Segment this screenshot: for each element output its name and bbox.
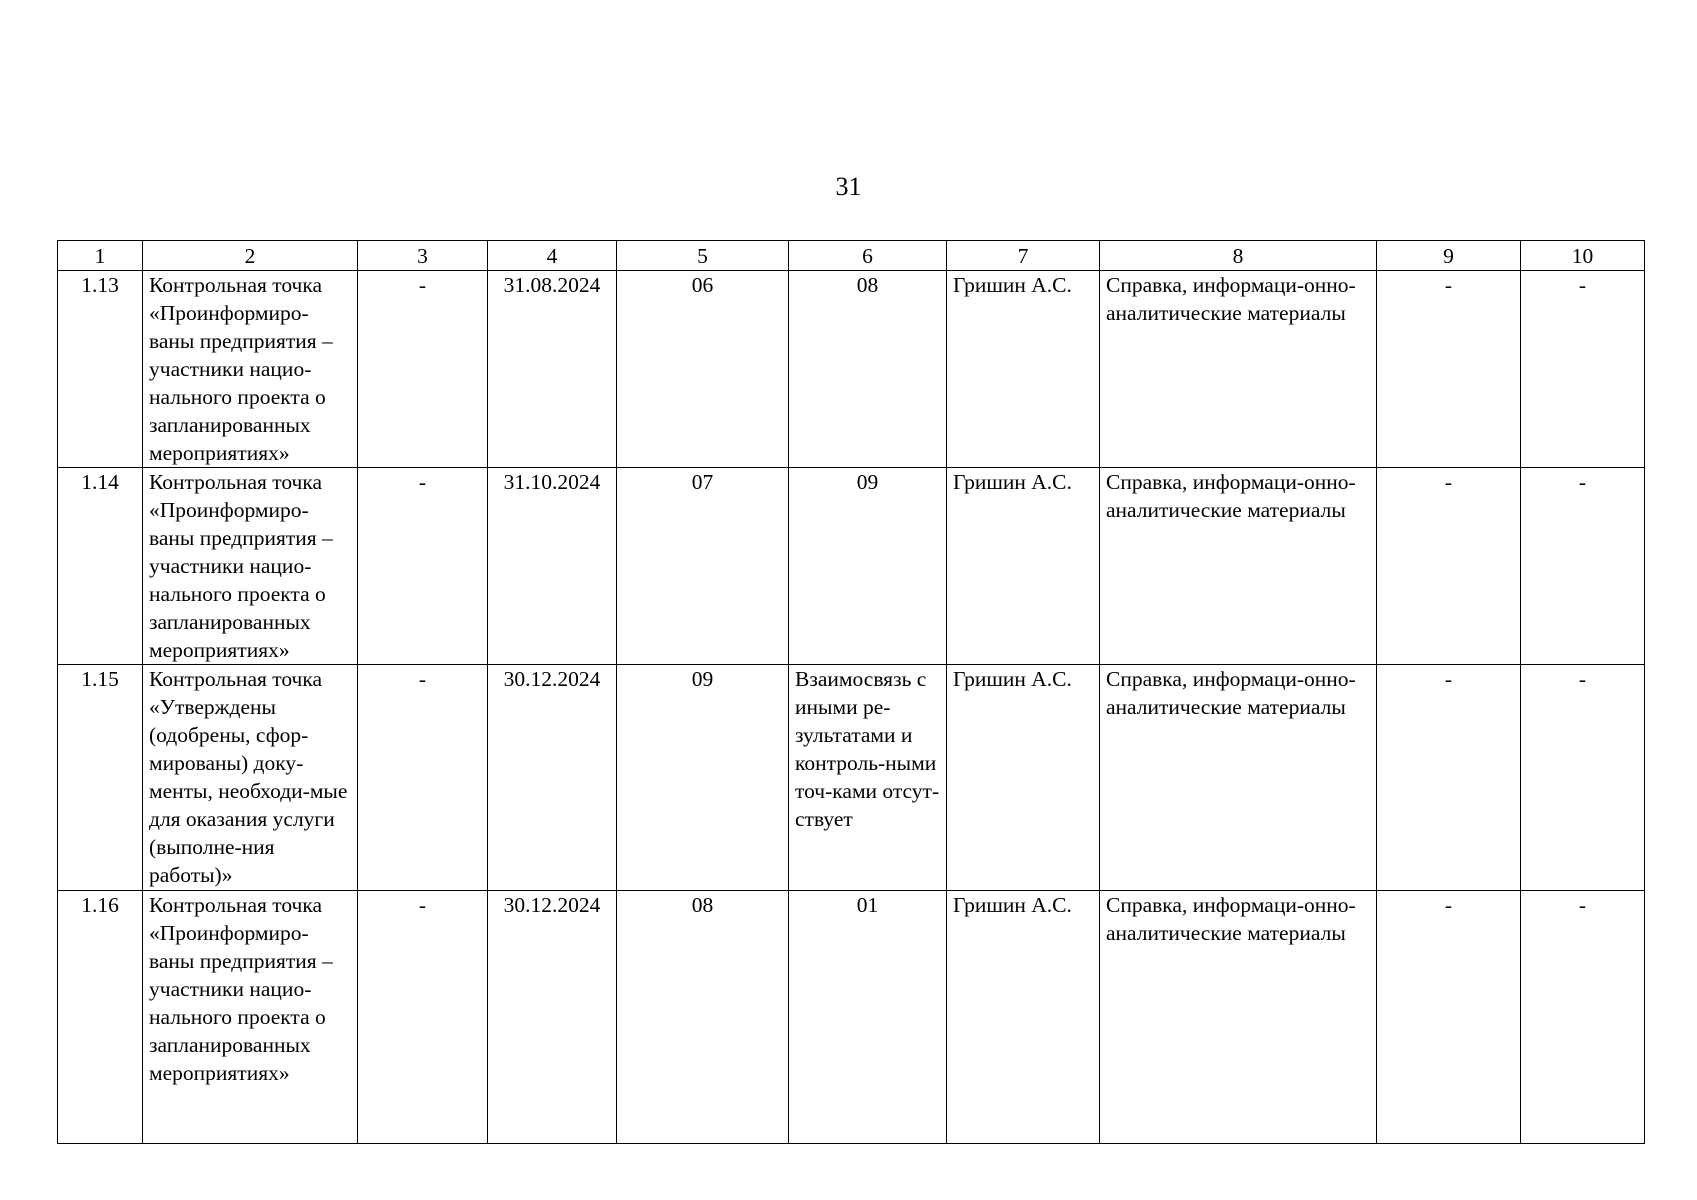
row-name: Контрольная точка «Утверждены (одобрены, сфор-мированы) доку-менты, необходи-мые для оказания услуги (выполне-ния работы)» bbox=[143, 665, 358, 891]
cell-col3: - bbox=[358, 468, 488, 665]
cell-col6: 08 bbox=[789, 271, 947, 468]
cell-col10: - bbox=[1521, 468, 1645, 665]
table-row bbox=[58, 891, 1645, 1144]
column-header: 4 bbox=[488, 241, 617, 271]
header-row bbox=[58, 241, 1645, 271]
table-row bbox=[58, 665, 1645, 891]
cell-col9: - bbox=[1377, 271, 1521, 468]
cell-col5: 08 bbox=[617, 891, 789, 1144]
cell-col5: 06 bbox=[617, 271, 789, 468]
cell-col5: 09 bbox=[617, 665, 789, 891]
cell-col6: Взаимосвязь с иными ре-зультатами и контроль-ными точ-ками отсут-ствует bbox=[789, 665, 947, 891]
cell-document: Справка, информаци-онно-аналитические материалы bbox=[1100, 271, 1377, 468]
cell-col6: 01 bbox=[789, 891, 947, 1144]
column-header: 10 bbox=[1521, 241, 1645, 271]
row-number: 1.14 bbox=[58, 468, 143, 665]
column-header: 5 bbox=[617, 241, 789, 271]
cell-document: Справка, информаци-онно-аналитические материалы bbox=[1100, 891, 1377, 1144]
column-header: 9 bbox=[1377, 241, 1521, 271]
cell-date: 30.12.2024 bbox=[488, 665, 617, 891]
cell-col10: - bbox=[1521, 271, 1645, 468]
cell-col5: 07 bbox=[617, 468, 789, 665]
column-header: 7 bbox=[947, 241, 1100, 271]
cell-date: 30.12.2024 bbox=[488, 891, 617, 1144]
row-number: 1.16 bbox=[58, 891, 143, 1144]
cell-document: Справка, информаци-онно-аналитические материалы bbox=[1100, 468, 1377, 665]
row-number: 1.15 bbox=[58, 665, 143, 891]
row-name: Контрольная точка «Проинформиро-ваны предприятия – участники нацио-нального проекта о запланированных мероприятиях» bbox=[143, 468, 358, 665]
cell-col3: - bbox=[358, 891, 488, 1144]
cell-col6: 09 bbox=[789, 468, 947, 665]
column-header: 2 bbox=[143, 241, 358, 271]
column-header: 8 bbox=[1100, 241, 1377, 271]
table-row bbox=[58, 271, 1645, 468]
cell-date: 31.10.2024 bbox=[488, 468, 617, 665]
row-name: Контрольная точка «Проинформиро-ваны предприятия – участники нацио-нального проекта о запланированных мероприятиях» bbox=[143, 271, 358, 468]
cell-document: Справка, информаци-онно-аналитические материалы bbox=[1100, 665, 1377, 891]
cell-col10: - bbox=[1521, 665, 1645, 891]
column-header: 1 bbox=[58, 241, 143, 271]
cell-date: 31.08.2024 bbox=[488, 271, 617, 468]
column-header: 3 bbox=[358, 241, 488, 271]
cell-responsible: Гришин А.С. bbox=[947, 468, 1100, 665]
data-table bbox=[57, 240, 1645, 1144]
row-name: Контрольная точка «Проинформиро-ваны предприятия – участники нацио-нального проекта о запланированных мероприятиях» bbox=[143, 891, 358, 1144]
cell-responsible: Гришин А.С. bbox=[947, 891, 1100, 1144]
column-header: 6 bbox=[789, 241, 947, 271]
table-row bbox=[58, 468, 1645, 665]
cell-col9: - bbox=[1377, 665, 1521, 891]
page-number: 31 bbox=[835, 172, 862, 201]
cell-col9: - bbox=[1377, 891, 1521, 1144]
cell-col9: - bbox=[1377, 468, 1521, 665]
cell-col3: - bbox=[358, 665, 488, 891]
cell-responsible: Гришин А.С. bbox=[947, 271, 1100, 468]
row-number: 1.13 bbox=[58, 271, 143, 468]
cell-col3: - bbox=[358, 271, 488, 468]
cell-responsible: Гришин А.С. bbox=[947, 665, 1100, 891]
cell-col10: - bbox=[1521, 891, 1645, 1144]
